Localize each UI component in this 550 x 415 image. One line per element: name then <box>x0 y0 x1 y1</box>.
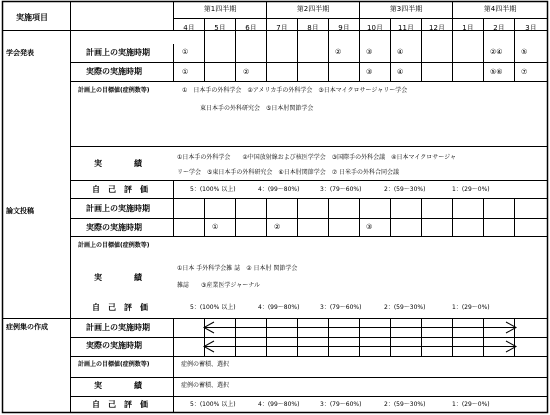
item-column-header: 実施項目 <box>16 13 48 22</box>
row-label-actual-period: 実際の実施時期 <box>86 67 142 76</box>
paper-eval-scale: 3：(79〜60%) <box>320 304 362 311</box>
quarter-3-header: 第3四半期 <box>389 5 423 13</box>
month-header: 4月 <box>183 24 195 32</box>
quarter-4-header: 第4四半期 <box>483 5 517 13</box>
paper-eval-scale: 4：(99〜80%) <box>258 304 300 311</box>
paper-results-line-1: ①日本 手外科学会雑 誌 ② 日本肘 関節学会 <box>177 265 298 272</box>
conference-actual-mark: ④ <box>397 68 404 76</box>
quarter-2-header: 第2四半期 <box>296 5 330 13</box>
section-conference: 学会発表 <box>6 49 34 57</box>
conference-target-line-2: 東日本手の外科研究会 ⑤日本肘関節学会 <box>200 105 314 112</box>
row-label-planned-target: 計画上の目標値(症例数等) <box>78 87 150 94</box>
section-casebook: 症例集の作成 <box>6 323 48 331</box>
conference-planned-mark: ④ <box>397 48 404 56</box>
row-label-planned-period: 計画上の実施時期 <box>86 48 150 57</box>
conference-eval-scale: 1：(29〜0%) <box>452 186 490 193</box>
row-label-planned-period: 計画上の実施時期 <box>86 204 150 213</box>
conference-target-line-1: ① 日本手の外科学会 ②アメリカ手の外科学会 ③日本マイクロサージャリー学会 <box>182 87 408 94</box>
month-header: 1月 <box>462 24 474 32</box>
month-header: 6月 <box>245 24 257 32</box>
month-header: 2月 <box>493 24 505 32</box>
conference-planned-mark: ② <box>335 48 342 56</box>
paper-actual-mark: ③ <box>366 223 373 231</box>
conference-actual-mark: ② <box>243 68 250 76</box>
conference-eval-scale: 4：(99〜80%) <box>258 186 300 193</box>
row-label-self-eval: 自 己 評 価 <box>92 185 148 194</box>
conference-eval-scale: 5：(100% 以上) <box>190 186 236 193</box>
row-label-actual-period: 実際の実施時期 <box>86 223 142 232</box>
conference-planned-mark: ②④ <box>490 48 503 56</box>
table-border <box>3 2 548 413</box>
paper-results-line-2: 雑誌 ③産業医学ジャーナル <box>177 282 260 289</box>
row-label-planned-period: 計画上の実施時期 <box>86 323 150 332</box>
row-label-self-eval: 自 己 評 価 <box>92 303 148 312</box>
conference-actual-mark: ⑦ <box>521 68 528 76</box>
month-header: 9月 <box>338 24 350 32</box>
row-label-planned-target: 計画上の目標値(症例数等) <box>78 361 150 368</box>
section-paper: 論文投稿 <box>6 207 34 215</box>
quarter-1-header: 第1四半期 <box>203 5 237 13</box>
casebook-results-note: 症例の蓄積、選択 <box>181 382 230 389</box>
conference-actual-mark: ① <box>182 68 189 76</box>
conference-planned-mark: ③ <box>366 48 373 56</box>
conference-planned-mark: ⑤ <box>521 48 528 56</box>
month-header: 12月 <box>429 24 445 32</box>
month-header: 10月 <box>367 24 383 32</box>
row-label-actual-period: 実際の実施時期 <box>86 341 142 350</box>
casebook-eval-scale: 5：(100% 以上) <box>190 401 236 408</box>
month-header: 7月 <box>276 24 288 32</box>
row-label-self-eval: 自 己 評 価 <box>92 400 148 409</box>
casebook-actual-note: 症例の蓄積、選択 <box>181 361 230 368</box>
paper-eval-scale: 5：(100% 以上) <box>190 304 236 311</box>
paper-actual-mark: ① <box>212 223 219 231</box>
month-header: 5月 <box>214 24 226 32</box>
conference-planned-mark: ① <box>182 48 189 56</box>
conference-actual-mark: ⑤⑥ <box>490 68 503 76</box>
paper-actual-mark: ② <box>274 223 281 231</box>
month-header: 3月 <box>525 24 537 32</box>
row-label-results: 実 績 <box>94 159 142 168</box>
row-label-results: 実 績 <box>94 273 142 282</box>
row-label-results: 実 績 <box>94 381 142 390</box>
casebook-eval-scale: 4：(99〜80%) <box>258 401 300 408</box>
paper-eval-scale: 2：(59〜30%) <box>384 304 426 311</box>
paper-eval-scale: 1：(29〜0%) <box>452 304 490 311</box>
conference-results-line-1: ①日本手の外科学会 ②中国放射線および核医学学会 ③国際手の外科会議 ④日本マイクロサージャ <box>177 154 457 161</box>
month-header: 8月 <box>307 24 319 32</box>
month-header: 11月 <box>398 24 414 32</box>
casebook-eval-scale: 2：(59〜30%) <box>384 401 426 408</box>
conference-eval-scale: 3：(79〜60%) <box>320 186 362 193</box>
conference-results-line-2: リー学会 ⑤東日本手の外科研究会 ⑥日本肘関節学会 ⑦ 日米手の外科合同会議 <box>177 169 400 176</box>
conference-actual-mark: ③ <box>366 68 373 76</box>
casebook-eval-scale: 1：(29〜0%) <box>452 401 490 408</box>
casebook-eval-scale: 3：(79〜60%) <box>320 401 362 408</box>
conference-eval-scale: 2：(59〜30%) <box>384 186 426 193</box>
row-label-planned-target: 計画上の目標値(症例数等) <box>78 242 150 249</box>
